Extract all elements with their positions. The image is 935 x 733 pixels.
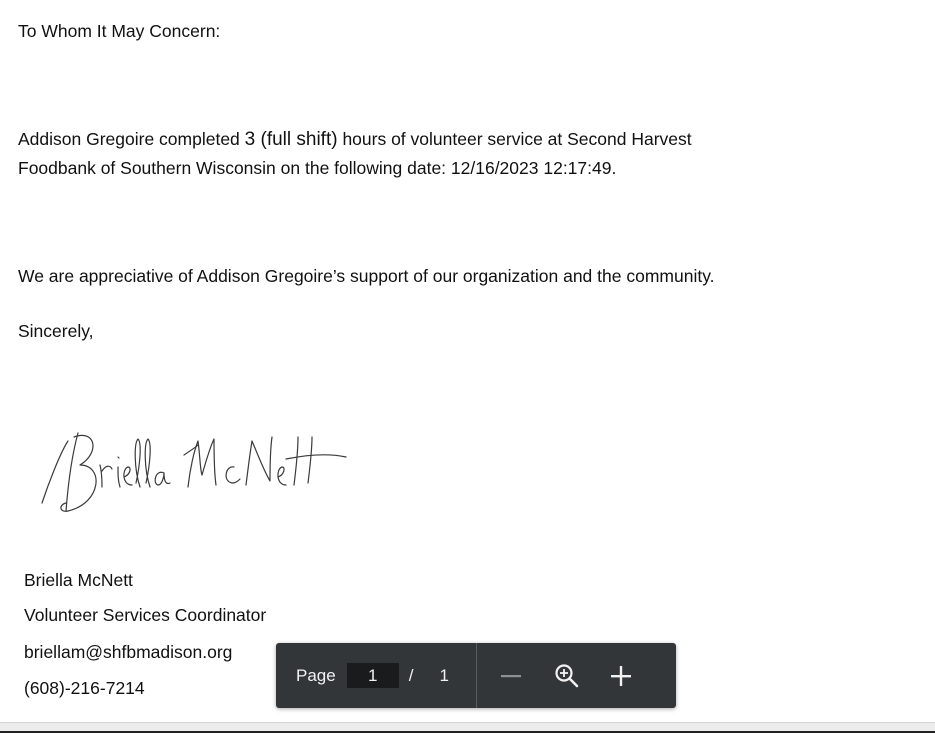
plus-icon xyxy=(610,665,632,687)
signer-title: Volunteer Services Coordinator xyxy=(24,605,267,625)
signer-email: briellam@shfbmadison.org xyxy=(24,642,233,662)
body-paragraph-line-1 xyxy=(18,128,692,151)
pdf-viewer-toolbar xyxy=(276,643,676,708)
body-paragraph-line-2: Foodbank of Southern Wisconsin on the following date: 12/16/2023 12:17:49. xyxy=(18,158,617,178)
page-label: Page xyxy=(296,665,336,685)
fit-zoom-button[interactable] xyxy=(547,656,587,696)
toolbar-divider xyxy=(476,643,477,708)
signer-phone: (608)-216-7214 xyxy=(24,678,145,698)
salutation: To Whom It May Concern: xyxy=(18,21,221,41)
zoom-magnifier-icon xyxy=(554,663,580,689)
minus-icon xyxy=(500,665,522,687)
zoom-out-button[interactable] xyxy=(491,656,531,696)
body-line1-post: hours of volunteer service at Second Harvest xyxy=(337,129,692,149)
total-pages: 1 xyxy=(439,665,449,685)
signer-name: Briella McNett xyxy=(24,570,133,590)
hours-value: 3 (full shift) xyxy=(244,129,338,150)
closing: Sincerely, xyxy=(18,321,94,341)
appreciation-paragraph: We are appreciative of Addison Gregoire’s support of our organization and the community. xyxy=(18,266,715,286)
handwritten-signature xyxy=(38,425,348,520)
page-number-input[interactable] xyxy=(347,663,399,688)
viewer-bottom-border xyxy=(0,722,935,733)
zoom-in-button[interactable] xyxy=(601,656,641,696)
body-line1-pre: Addison Gregoire completed xyxy=(18,129,245,149)
page-separator: / xyxy=(408,665,414,685)
